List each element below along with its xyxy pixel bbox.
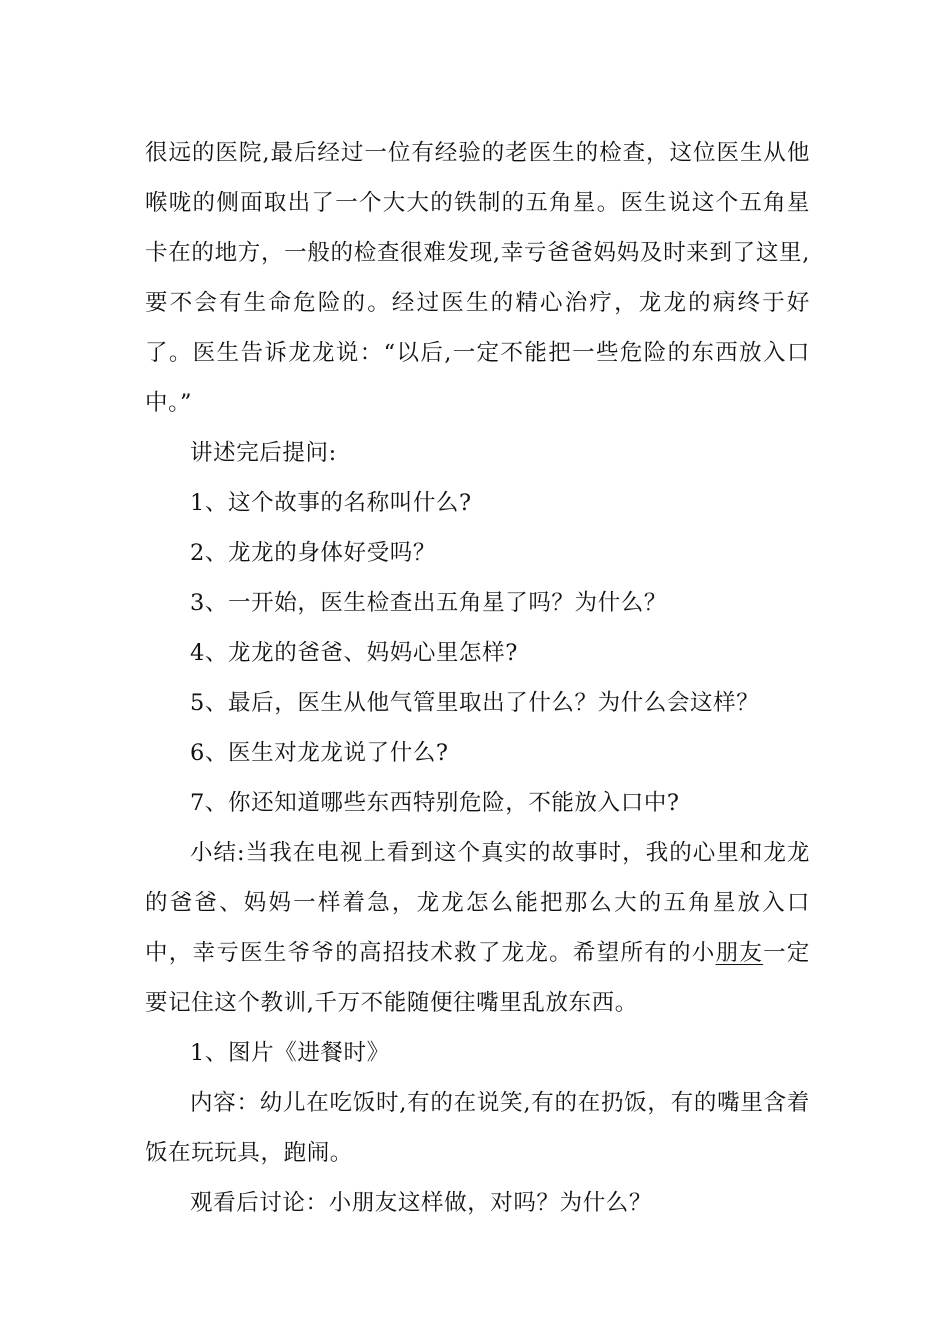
picture-content: 内容：幼儿在吃饭时,有的在说笑,有的在扔饭，有的嘴里含着饭在玩玩具，跑闹。 xyxy=(145,1090,810,1166)
question-item-4: 4、龙龙的爸爸、妈妈心里怎样? xyxy=(190,640,518,666)
friend-link[interactable]: 朋友 xyxy=(715,940,764,966)
question-item-7: 7、你还知道哪些东西特别危险，不能放入口中? xyxy=(190,790,680,816)
question-item-3: 3、一开始，医生检查出五角星了吗？为什么？ xyxy=(190,590,667,616)
question-intro: 讲述完后提问: xyxy=(190,440,337,466)
summary-text-end: 一定要记住这个教训,千万不能随便往嘴里乱放东西。 xyxy=(145,940,811,1016)
summary-paragraph xyxy=(145,828,810,1028)
question-item-1: 1、这个故事的名称叫什么? xyxy=(190,490,472,516)
question-item-5: 5、最后，医生从他气管里取出了什么？为什么会这样？ xyxy=(190,690,760,716)
document-body xyxy=(145,128,810,1228)
question-item-2: 2、龙龙的身体好受吗？ xyxy=(190,540,436,566)
question-item-6: 6、医生对龙龙说了什么? xyxy=(190,740,449,766)
summary-text-start: 小结:当我在电视上看到这个真实的故事时，我的心里和龙龙的爸爸、妈妈一样着急，龙龙怎么能把那么大的五角星放入口中，幸亏医生爷爷的高招技术救了龙龙。希望所有的小 xyxy=(145,840,810,966)
story-paragraph: 很远的医院,最后经过一位有经验的老医生的检查，这位医生从他喉咙的侧面取出了一个大大的铁制的五角星。医生说这个五角星卡在的地方，一般的检查很难发现,幸亏爸爸妈妈及时来到了这里,要不会有生命危险的。经过医生的精心治疗，龙龙的病终于好了。医生告诉龙龙说：“以后,一定不能把一些危险的东西放入口中。” xyxy=(145,140,810,416)
discussion-prompt: 观看后讨论：小朋友这样做，对吗？为什么？ xyxy=(190,1190,653,1216)
picture-title: 1、图片《进餐时》 xyxy=(190,1040,390,1066)
